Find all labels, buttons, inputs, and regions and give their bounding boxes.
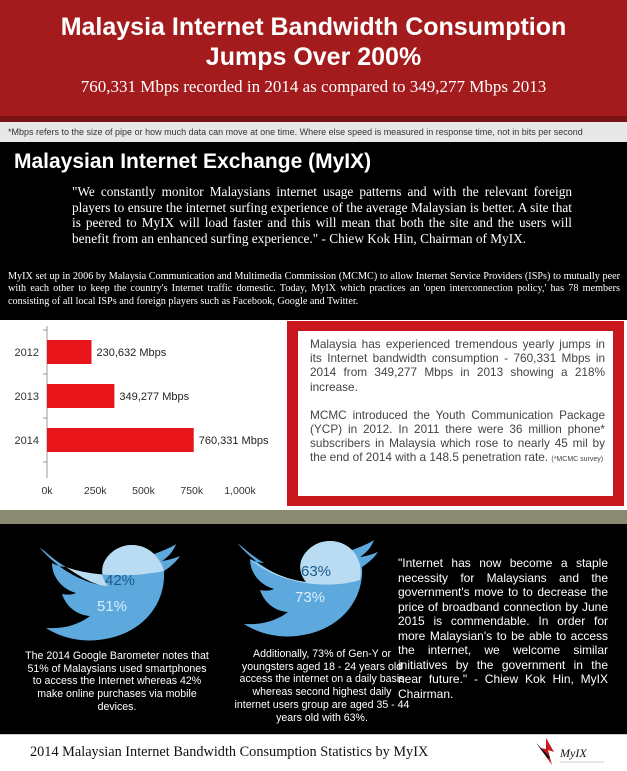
- bird2-caption: Additionally, 73% of Gen-Y or youngsters aged 18 - 24 years old access the internet on a daily basis whereas second highest daily internet users group are aged 35 - 44 years old with 63%.: [234, 648, 410, 724]
- myix-section: [0, 142, 627, 320]
- bird1-top-pct: 42%: [104, 572, 136, 589]
- data-label: 760,331 Mbps: [198, 435, 269, 447]
- data-label: 230,632 Mbps: [96, 347, 167, 359]
- bird1-bottom-pct: 51%: [96, 598, 128, 615]
- title-line-1: Malaysia Internet Bandwidth Consumption: [60, 13, 567, 41]
- myix-heading: Malaysian Internet Exchange (MyIX): [14, 150, 372, 173]
- y-tick-label: 2014: [14, 435, 39, 447]
- data-label: 349,277 Mbps: [119, 391, 190, 403]
- info-paragraph-1: Malaysia has experienced tremendous yearly jumps in its Internet bandwidth consumption - 760,331 Mbps in 2014 from 349,277 Mbps in 2013 showing a 218% increase.: [310, 337, 605, 394]
- info-box: [287, 321, 624, 506]
- myix-quote: "We constantly monitor Malaysians internet usage patterns and with the relevant foreign players to ensure the internet surfing experience of the average Malaysian is better. A site that is peered to MyIX will load faster and this will mean that both the site and the users will benefit from an enhanced surfing experience." - Chiew Kok Hin, Chairman of MyIX.: [72, 184, 572, 246]
- logo-text: MyIX: [560, 746, 587, 760]
- bandwidth-bar-chart: [0, 320, 285, 510]
- myix-paragraph: MyIX set up in 2006 by Malaysia Communication and Multimedia Commission (MCMC) to allow Internet Service Providers (ISPs) to mutually peer with each other to keep the country's Internet traffic domestic. Today, MyIX which practices an 'open interconnection policy,' has 78 members consisting of all local ISPs and foreign players such as Facebook, Google and Twitter.: [8, 271, 620, 307]
- x-tick-label: 750k: [180, 485, 204, 497]
- info-box-content: [296, 329, 615, 498]
- x-tick-label: 1,000k: [224, 485, 256, 497]
- bird2-top-pct: 63%: [300, 563, 332, 580]
- bar: [47, 428, 194, 452]
- bird2-bottom-pct: 73%: [294, 589, 326, 606]
- y-tick-label: 2013: [14, 391, 39, 403]
- myix-logo-icon: [530, 735, 610, 771]
- twitter-bird-icon: [228, 532, 408, 642]
- chairman-quote: "Internet has now become a staple necessity for Malaysians and the government's move to to decrease the price of broadband connection by June 2015 is commendable. In order for more Malaysian's to be able to access the internet, we welcome similar initiatives by the government in the near future." - Chiew Kok Hin, MyIX Chairman.: [398, 556, 608, 701]
- info-paragraph-2-text: MCMC introduced the Youth Communication Package (YCP) in 2012. In 2011 there were 36 million phone* subscribers in Malaysia which rose to nearly 45 mil by the end of 2014 with a 148.5 penetration rate.: [310, 407, 605, 465]
- footer: [0, 734, 627, 771]
- stats-section: [0, 524, 627, 734]
- header-banner: [0, 0, 627, 122]
- bird1-caption: The 2014 Google Barometer notes that 51% of Malaysians used smartphones to access the Internet whereas 42% make online purchases via mobile devices.: [25, 650, 209, 713]
- title-line-2: Jumps Over 200%: [205, 43, 422, 71]
- x-tick-label: 0k: [41, 485, 53, 497]
- y-tick-label: 2012: [14, 347, 39, 359]
- chart-section: [0, 320, 627, 510]
- page-subtitle: 760,331 Mbps recorded in 2014 as compared to 349,277 Mbps 2013: [80, 77, 547, 96]
- bar: [47, 384, 114, 408]
- info-paragraph-2: [310, 408, 605, 468]
- footer-title: 2014 Malaysian Internet Bandwidth Consumption Statistics by MyIX: [30, 744, 429, 760]
- footnote-strip: *Mbps refers to the size of pipe or how much data can move at one time. Where else speed is measured in response time, not in bits per second: [0, 122, 627, 142]
- twitter-bird-icon: [30, 536, 210, 646]
- page-title: [0, 12, 627, 72]
- x-tick-label: 250k: [83, 485, 107, 497]
- x-tick-label: 500k: [132, 485, 155, 497]
- survey-note: (*MCMC survey): [551, 456, 604, 464]
- separator-band: [0, 510, 627, 524]
- bar: [47, 340, 92, 364]
